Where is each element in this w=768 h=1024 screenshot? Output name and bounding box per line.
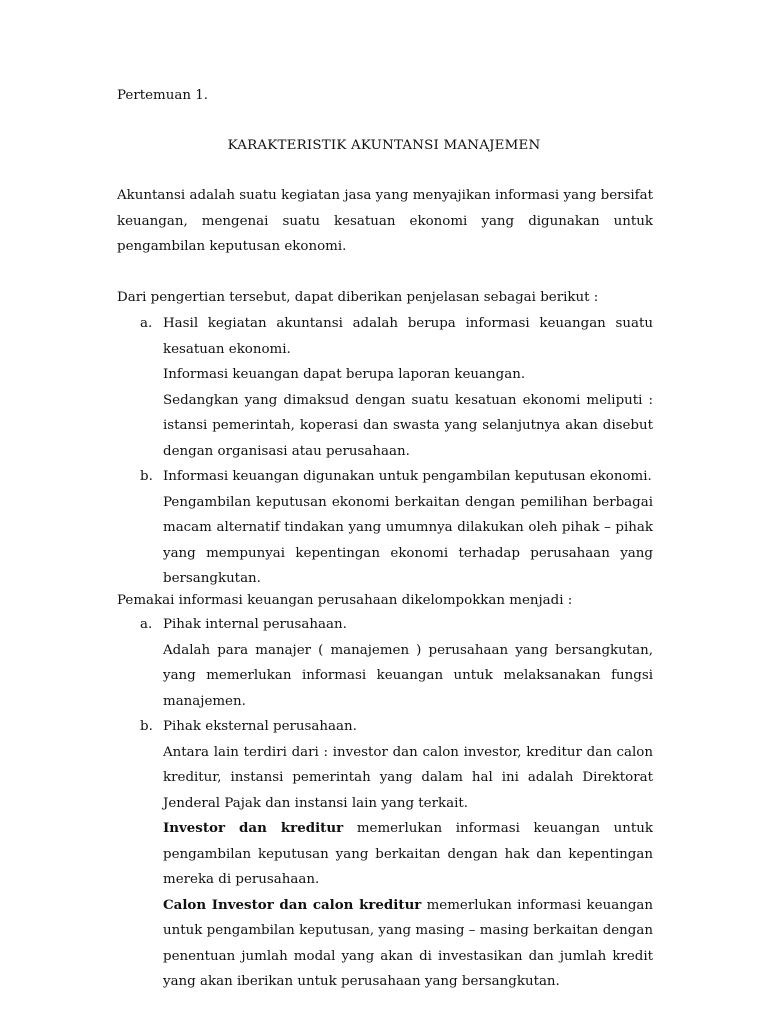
list-marker: b.	[140, 469, 153, 484]
meeting-label: Pertemuan 1.	[117, 88, 209, 103]
list-item-text: Hasil kegiatan akuntansi adalah berupa informasi keuangan suatu kesatuan ekonomi.	[163, 316, 653, 357]
calon-text: memerlukan informasi keuangan untuk pengambilan keputusan, yang masing – masing berkaitan dengan penentuan jumlah modal yang akan di investasikan dan jumlah kredit yang akan iberikan untuk perusahaan yang bersangkutan.	[163, 897, 653, 989]
list-item-text: Sedangkan yang dimaksud dengan suatu kesatuan ekonomi meliputi : istansi pemerintah, koperasi dan swasta yang selanjutnya akan disebut dengan organisasi atau perusahaan.	[163, 392, 653, 459]
calon-bold-term: Calon Investor dan calon kreditur	[163, 896, 422, 913]
list-item	[117, 612, 653, 714]
list-item	[117, 311, 653, 464]
list-marker: b.	[140, 719, 153, 734]
definition-paragraph: Akuntansi adalah suatu kegiatan jasa yang menyajikan informasi yang bersifat keuangan, mengenai suatu kesatuan ekonomi yang digunakan untuk pengambilan keputusan ekonomi.	[117, 188, 653, 254]
investor-text: memerlukan informasi keuangan untuk pengambilan keputusan yang berkaitan dengan hak dan kepentingan mereka di perusahaan.	[163, 821, 654, 887]
list-item-text: Antara lain terdiri dari : investor dan calon investor, kreditur dan calon kreditur, instansi pemerintah yang dalam hal ini adalah Direktorat Jenderal Pajak dan instansi lain yang terkait.	[163, 744, 653, 811]
calon-paragraph	[163, 893, 653, 995]
users-list	[117, 612, 653, 995]
page-title: KARAKTERISTIK AKUNTANSI MANAJEMEN	[227, 138, 541, 153]
list-item	[117, 714, 653, 995]
list-item-heading: Pihak internal perusahaan.	[163, 617, 347, 632]
list-item-heading: Pihak eksternal perusahaan.	[163, 719, 357, 734]
investor-paragraph	[163, 816, 653, 893]
list-item-text: Adalah para manajer ( manajemen ) perusahaan yang bersangkutan, yang memerlukan informasi keuangan untuk melaksanakan fungsi manajemen.	[163, 642, 653, 709]
explanation-intro: Dari pengertian tersebut, dapat diberikan penjelasan sebagai berikut :	[117, 290, 599, 305]
list-marker: a.	[140, 316, 153, 331]
list-marker: a.	[140, 617, 153, 632]
explanation-list	[117, 311, 653, 592]
list-item-text: Informasi keuangan dapat berupa laporan keuangan.	[163, 367, 526, 382]
list-item-text: Informasi keuangan digunakan untuk pengambilan keputusan ekonomi.	[163, 469, 652, 484]
list-item-text: Pengambilan keputusan ekonomi berkaitan dengan pemilihan berbagai macam alternatif tindakan yang umumnya dilakukan oleh pihak – pihak yang mempunyai kepentingan ekonomi terhadap perusahaan yang bersangkutan.	[163, 494, 653, 586]
users-intro: Pemakai informasi keuangan perusahaan dikelompokkan menjadi :	[117, 593, 573, 608]
investor-bold-term: Investor dan kreditur	[163, 820, 344, 836]
list-item	[117, 464, 653, 592]
